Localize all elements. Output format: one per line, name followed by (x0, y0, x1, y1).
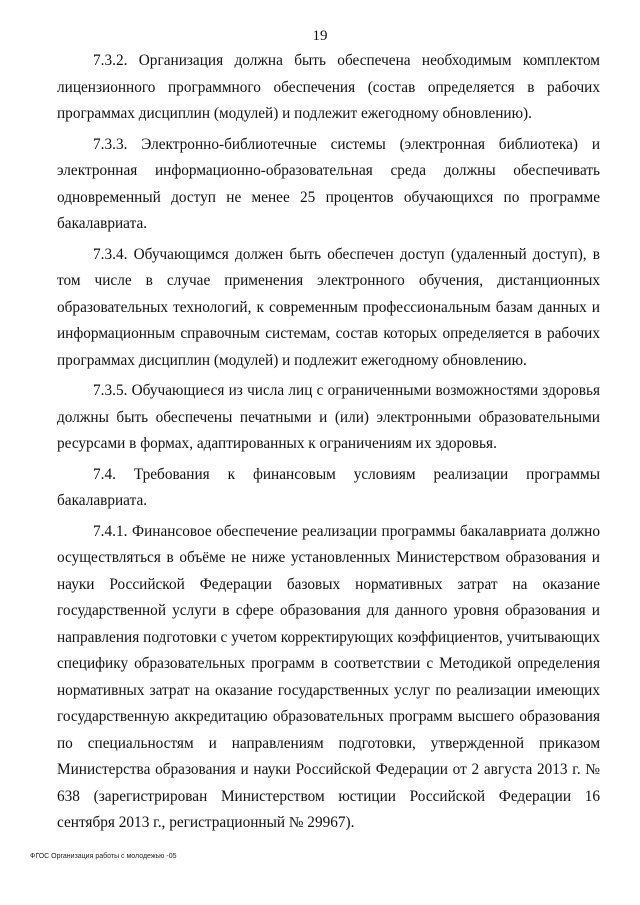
section-heading-7-4: 7.4. Требования к финансовым условиям реализации программы бакалавриата. (57, 465, 600, 509)
paragraph-7-3-3: 7.3.3. Электронно-библиотечные системы (электронная библиотека) и электронная информационно-образовательная среда должны обеспечивать одновременный доступ не менее 25 процентов обучающихся по программе бакалавриата. (57, 135, 600, 232)
paragraph-7-4-1: 7.4.1. Финансовое обеспечение реализации программы бакалавриата должно осуществляться в объёме не ниже установленных Министерством образования и науки Российской Федерации базовых нормативных затрат на оказание государственной услуги в сфере образования для данного уровня образования и направления подготовки с учетом корректирующих коэффициентов, учитывающих специфику образовательных программ в соответствии с Методикой определения нормативных затрат на оказание государственных услуг по реализации имеющих государственную аккредитацию образовательных программ высшего образования по специальностям и направлениям подготовки, утвержденной приказом Министерства образования и науки Российской Федерации от 2 августа 2013 г. № 638 (зарегистрирован Министерством юстиции Российской Федерации 16 сентября 2013 г., регистрационный № 29967). (57, 522, 600, 831)
page-number: 19 (312, 28, 328, 44)
document-body (57, 48, 600, 841)
paragraph-7-3-2: 7.3.2. Организация должна быть обеспечена необходимым комплектом лицензионного программного обеспечения (состав определяется в рабочих программах дисциплин (модулей) и подлежит ежегодному обновлению). (57, 52, 600, 122)
paragraph-7-3-4: 7.3.4. Обучающимся должен быть обеспечен доступ (удаленный доступ), в том числе в случае применения электронного обучения, дистанционных образовательных технологий, к современным профессиональным базам данных и информационным справочным системам, состав которых определяется в рабочих программах дисциплин (модулей) и подлежит ежегодному обновлению. (57, 245, 600, 369)
document-footer: ФГОС Организация работы с молодежью -05 (30, 853, 177, 860)
paragraph-7-3-5: 7.3.5. Обучающиеся из числа лиц с ограниченными возможностями здоровья должны быть обеспечены печатными и (или) электронными образовательными ресурсами в формах, адаптированных к ограничениям их здоровья. (57, 382, 600, 452)
